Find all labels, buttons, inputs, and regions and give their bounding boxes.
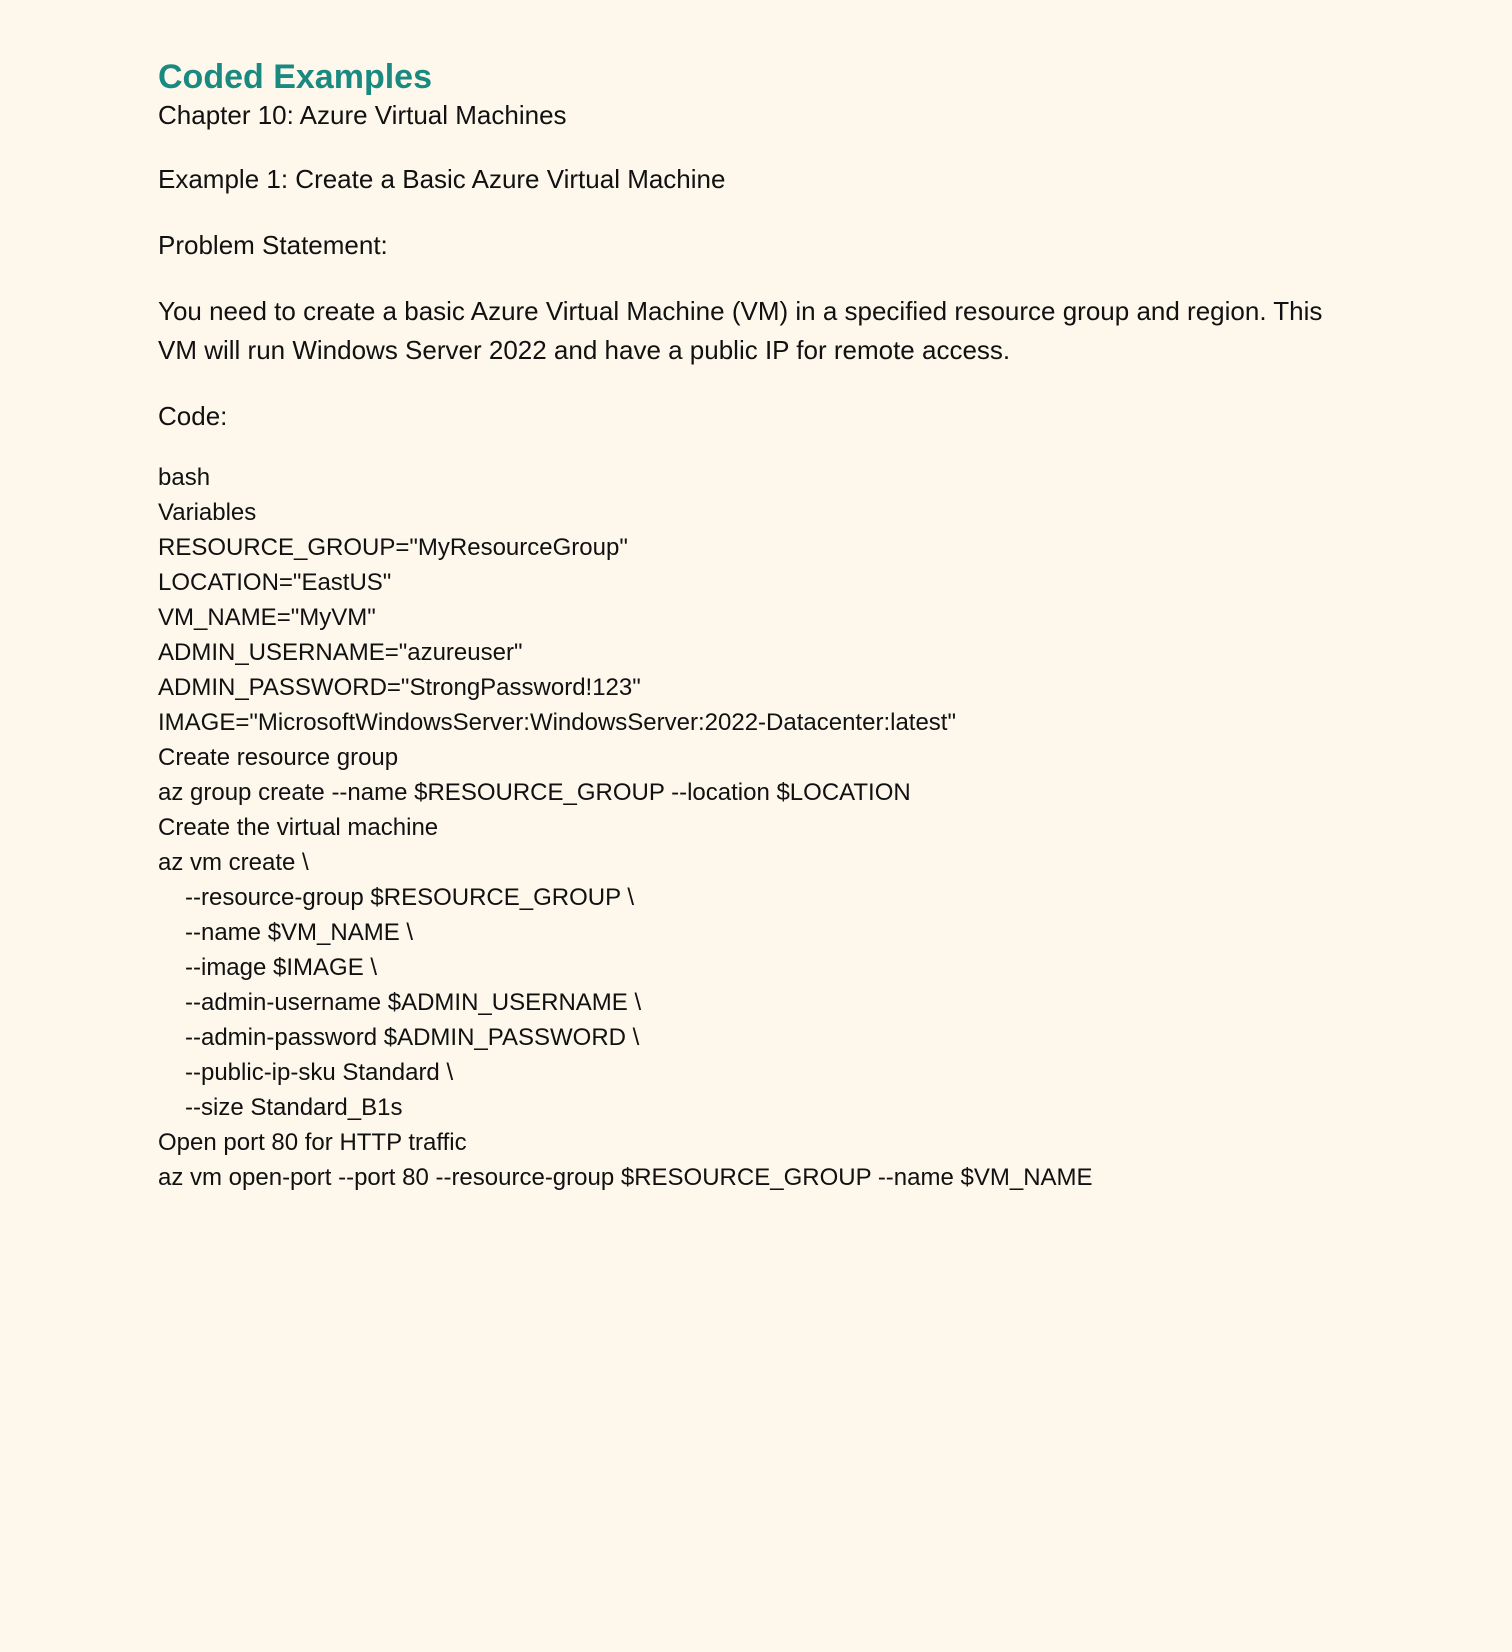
code-comment-resource-group: Create resource group bbox=[158, 744, 399, 771]
code-var-location: LOCATION="EastUS" bbox=[158, 569, 392, 596]
example-heading: Example 1: Create a Basic Azure Virtual Machine bbox=[158, 164, 726, 194]
code-block bbox=[158, 460, 1358, 1195]
code-cmd-open-port: az vm open-port --port 80 --resource-group $RESOURCE_GROUP --name $VM_NAME bbox=[158, 1164, 1093, 1191]
code-comment-port: Open port 80 for HTTP traffic bbox=[158, 1129, 467, 1156]
code-comment-variables: Variables bbox=[158, 499, 257, 526]
code-opt-resource-group: --resource-group $RESOURCE_GROUP \ bbox=[185, 884, 635, 911]
code-cmd-group-create: az group create --name $RESOURCE_GROUP --location $LOCATION bbox=[158, 779, 911, 806]
code-opt-name: --name $VM_NAME \ bbox=[185, 919, 414, 946]
code-label: Code: bbox=[158, 401, 228, 431]
code-opt-admin-password: --admin-password $ADMIN_PASSWORD \ bbox=[185, 1024, 640, 1051]
document-page bbox=[158, 56, 1358, 1195]
code-var-resource-group: RESOURCE_GROUP="MyResourceGroup" bbox=[158, 534, 628, 561]
problem-label: Problem Statement: bbox=[158, 230, 388, 260]
chapter-heading: Chapter 10: Azure Virtual Machines bbox=[158, 100, 567, 130]
problem-text: You need to create a basic Azure Virtual Machine (VM) in a specified resource group and region. This VM will run Windows Server 2022 and have a public IP for remote access. bbox=[158, 296, 1323, 365]
code-var-admin-username: ADMIN_USERNAME="azureuser" bbox=[158, 639, 523, 666]
code-var-vm-name: VM_NAME="MyVM" bbox=[158, 604, 376, 631]
code-opt-size: --size Standard_B1s bbox=[185, 1094, 403, 1121]
code-lang: bash bbox=[158, 464, 211, 491]
code-cmd-vm-create: az vm create \ bbox=[158, 849, 309, 876]
code-opt-public-ip: --public-ip-sku Standard \ bbox=[185, 1059, 454, 1086]
code-comment-vm: Create the virtual machine bbox=[158, 814, 439, 841]
code-var-image: IMAGE="MicrosoftWindowsServer:WindowsServer:2022-Datacenter:latest" bbox=[158, 709, 956, 736]
code-opt-image: --image $IMAGE \ bbox=[185, 954, 378, 981]
code-var-admin-password: ADMIN_PASSWORD="StrongPassword!123" bbox=[158, 674, 641, 701]
page-title: Coded Examples bbox=[158, 58, 432, 96]
code-opt-admin-username: --admin-username $ADMIN_USERNAME \ bbox=[185, 989, 642, 1016]
